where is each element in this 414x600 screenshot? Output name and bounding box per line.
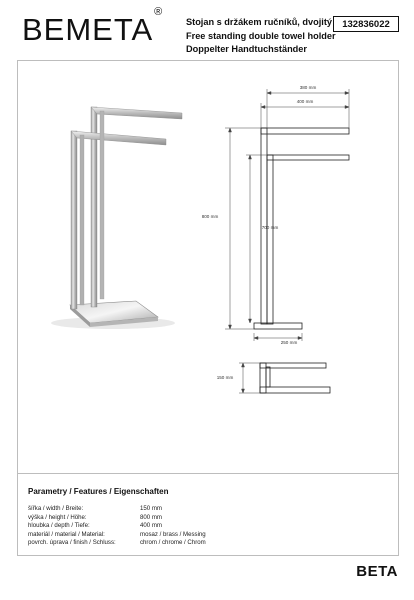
technical-drawing xyxy=(18,61,398,473)
brand-logo xyxy=(22,5,164,47)
plan-view xyxy=(260,363,330,393)
param-value: 150 mm xyxy=(140,505,163,512)
dim-label-800: 800 mm xyxy=(201,214,219,219)
plan-dimension xyxy=(239,363,260,393)
param-label: šířka / width / Breite: xyxy=(28,505,84,512)
param-label: povrch. úprava / finish / Schluss: xyxy=(28,539,116,547)
param-label: materiál / material / Material: xyxy=(28,530,105,538)
param-value: 400 mm xyxy=(140,522,163,530)
drawing-frame xyxy=(17,60,399,474)
product-title-cz: Stojan s držákem ručníků, dvojitý xyxy=(186,17,333,27)
parameters-table xyxy=(28,505,206,548)
dim-label-250: 250 mm xyxy=(280,340,298,345)
param-label: hloubka / depth / Tiefe: xyxy=(28,522,90,530)
brand-name: BEMETA xyxy=(22,12,154,47)
dimension-lines xyxy=(225,89,349,341)
parameters-heading: Parametry / Features / Eigenschaften xyxy=(28,487,169,496)
param-label: výška / height / Höhe: xyxy=(28,513,87,521)
series-name: BETA xyxy=(356,563,398,580)
product-code: 132836022 xyxy=(333,16,399,32)
registered-mark: ® xyxy=(154,5,164,18)
product-titles xyxy=(186,16,336,57)
param-row-depth xyxy=(28,522,206,531)
param-row-material xyxy=(28,531,206,540)
dim-label-380: 380 mm xyxy=(299,85,317,90)
param-row-finish xyxy=(28,539,206,548)
product-title-en: Free standing double towel holder xyxy=(186,30,336,41)
product-title-de: Doppelter Handtuchständer xyxy=(186,44,307,54)
product-photo xyxy=(51,107,182,329)
dim-label-400: 400 mm xyxy=(296,99,314,104)
dim-label-700: 700 mm xyxy=(261,225,279,230)
param-value: 800 mm xyxy=(140,513,163,521)
parameters-panel xyxy=(17,472,399,556)
param-row-width xyxy=(28,505,206,514)
param-row-height xyxy=(28,514,206,523)
dim-label-150: 150 mm xyxy=(216,375,234,380)
param-value: mosaz / brass / Messing xyxy=(140,530,206,538)
param-value: chrom / chrome / Chrom xyxy=(140,539,206,547)
